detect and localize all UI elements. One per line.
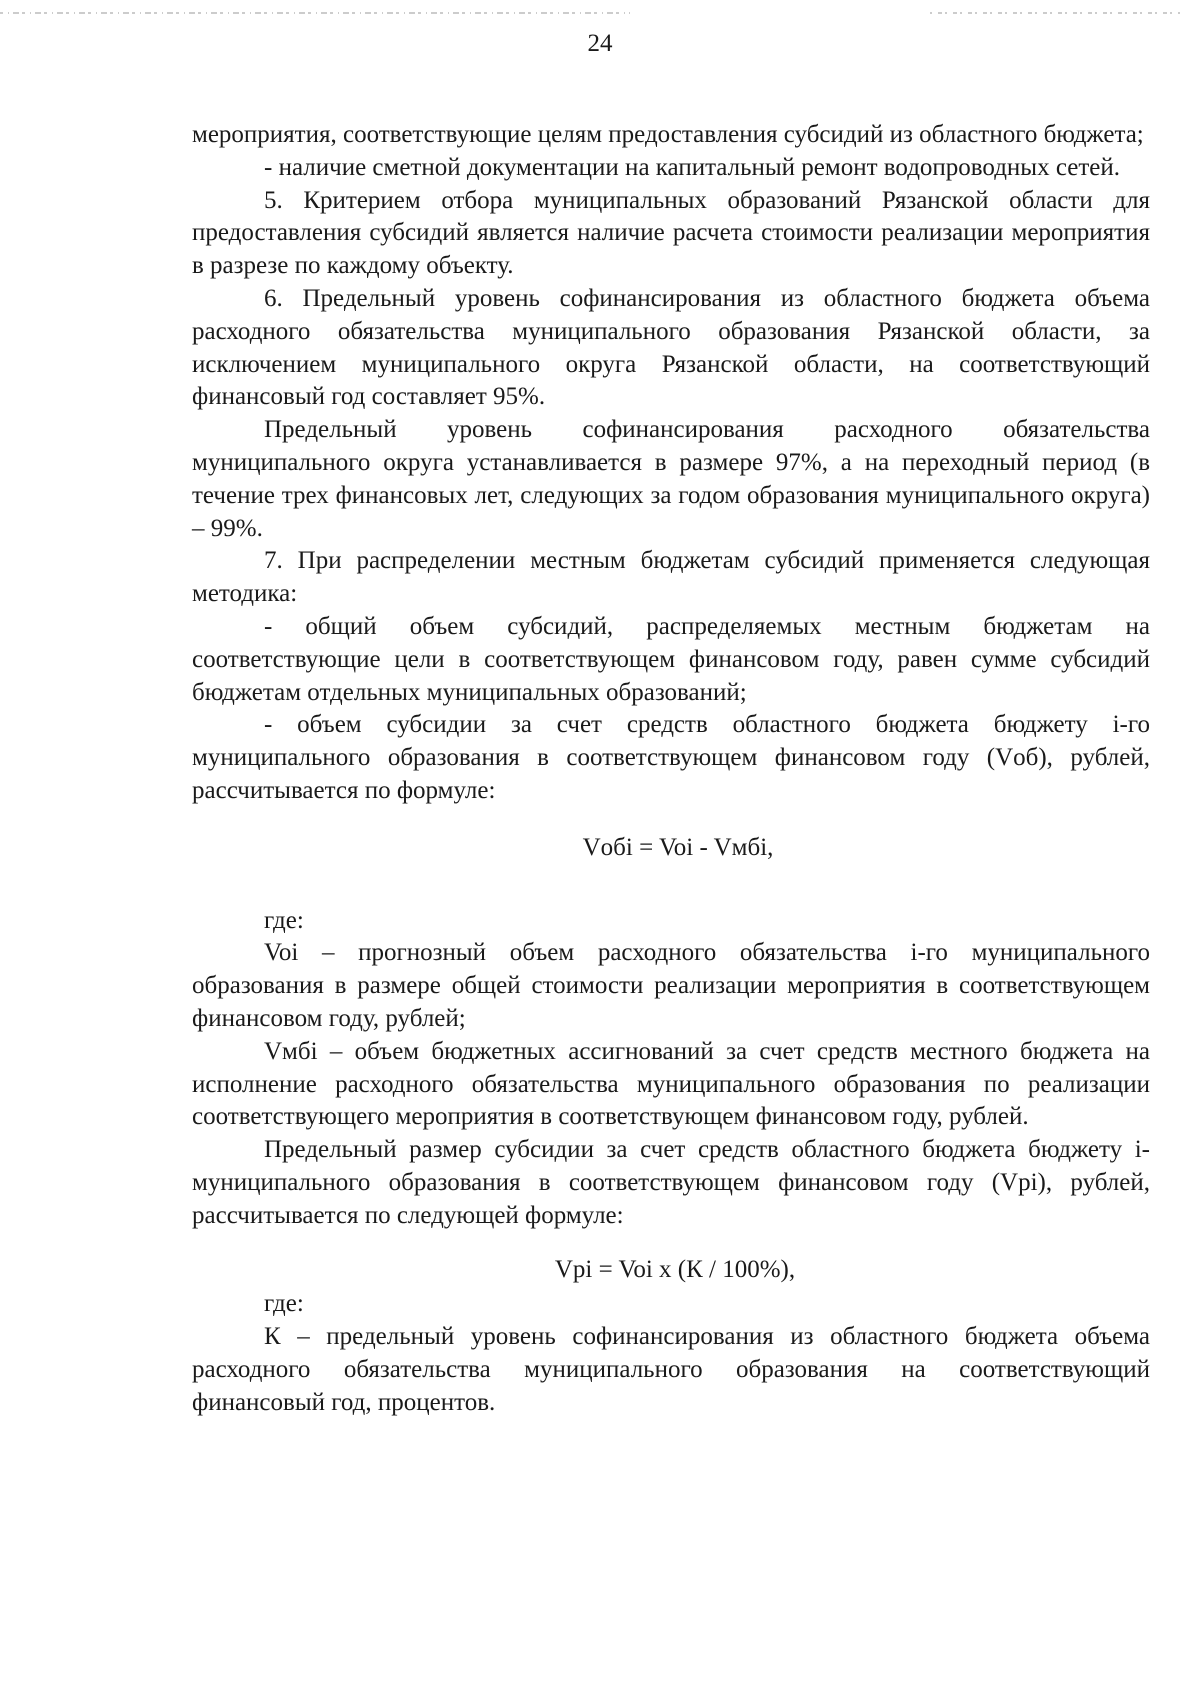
definition-vmb: Vмбi – объем бюджетных ассигнований за счет средств местного бюджета на исполнение расходного обязательства муниципального образования по реализации соответствующего мероприятия в соответствующем финансовом году, рублей. (192, 1037, 1150, 1131)
where-label: где: (264, 906, 304, 934)
paragraph-estimate-documentation: - наличие сметной документации на капитальный ремонт водопроводных сетей. (264, 153, 1120, 181)
page-number: 24 (587, 30, 613, 57)
paragraph-section-6: 6. Предельный уровень софинансирования из областного бюджета объема расходного обязательства муниципального образования Рязанской области, за исключением муниципального округа Рязанской области, на соответствующий финансовый год составляет 95%. (192, 284, 1150, 411)
definition-k: К – предельный уровень софинансирования из областного бюджета объема расходного обязательства муниципального образования на соответствующий финансовый год, процентов. (192, 1323, 1150, 1416)
document-body (192, 119, 1150, 1419)
paragraph-cofinancing-limit: Предельный уровень софинансирования расходного обязательства муниципального округа устанавливается в размере 97%, а на переходный период (в течение трех финансовых лет, следующих за годом образования муниципального округа) – 99%. (192, 416, 1150, 542)
definition-voi: Voi – прогнозный объем расходного обязательства i-го муниципального образования в размере общей стоимости реализации мероприятия в соответствующем финансовом году, рублей; (192, 939, 1150, 1032)
paragraph-subsidy-volume: - объем субсидии за счет средств областного бюджета бюджету i-го муниципального образования в соответствующем финансовом году (Vоб), рублей, рассчитывается по формуле: (192, 711, 1150, 804)
paragraph-max-subsidy: Предельный размер субсидии за счет средств областного бюджета бюджету i-муниципального образования в соответствующем финансовом году (Vpi), рублей, рассчитывается по следующей формуле: (192, 1136, 1150, 1229)
where-label-2: где: (264, 1290, 304, 1318)
paragraph-total-subsidy: - общий объем субсидий, распределяемых местным бюджетам на соответствующие цели в соответствующем финансовом году, равен сумме субсидий бюджетам отдельных муниципальных образований; (192, 612, 1150, 706)
paragraph-section-5: 5. Критерием отбора муниципальных образований Рязанской области для предоставления субсидий является наличие расчета стоимости реализации мероприятия в разрезе по каждому объекту. (192, 186, 1150, 280)
formula-vp: Vpi = Voi x (К / 100%), (554, 1255, 796, 1283)
scan-edge-noise (0, 10, 1200, 16)
paragraph-continuation: мероприятия, соответствующие целям предоставления субсидий из областного бюджета; (192, 121, 1144, 148)
formula-vob: Vобi = Voi - Vмбi, (582, 833, 774, 861)
paragraph-section-7: 7. При распределении местным бюджетам субсидий применяется следующая методика: (192, 547, 1150, 608)
